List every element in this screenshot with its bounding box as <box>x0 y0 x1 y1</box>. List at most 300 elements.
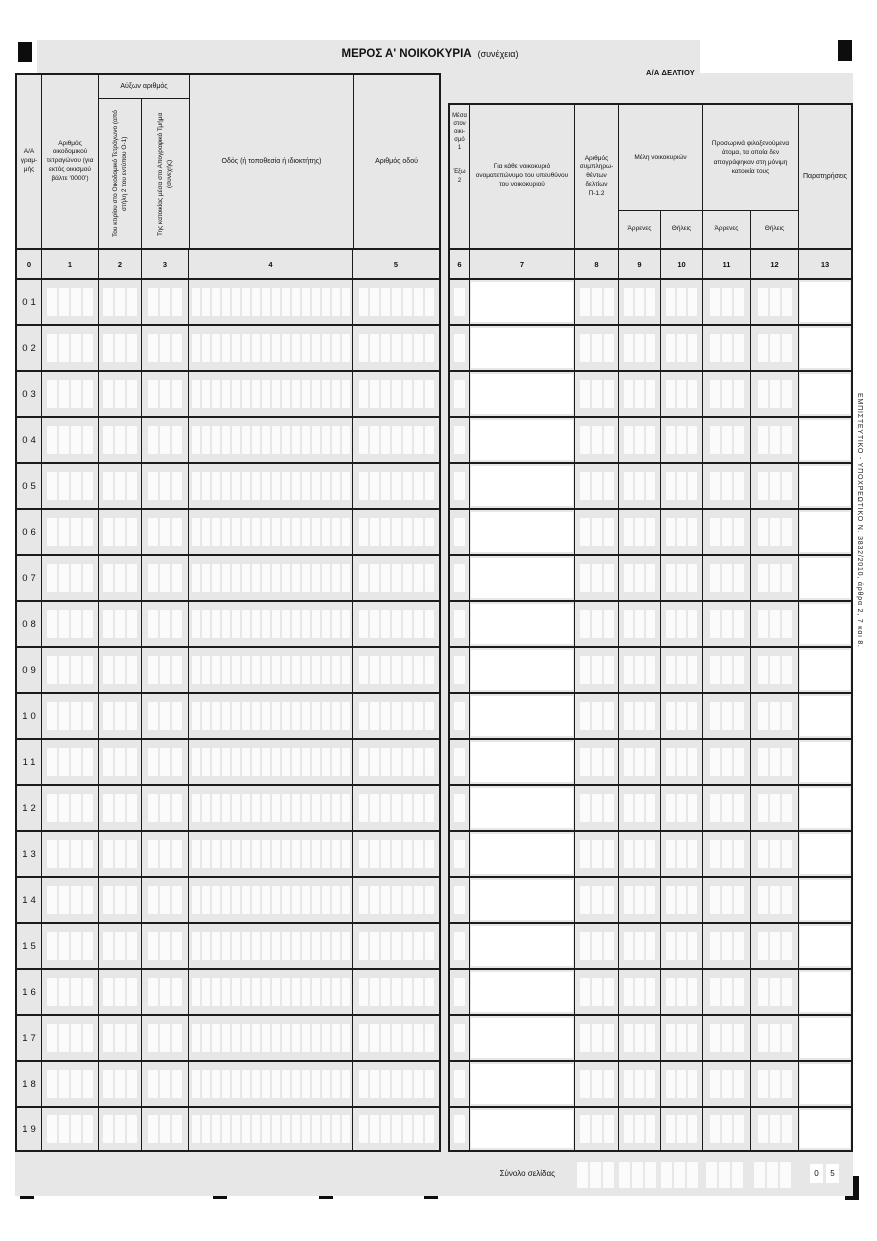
input-box-members-male <box>624 840 633 868</box>
cell-members-female <box>661 1062 703 1106</box>
input-box-building-serial <box>127 702 137 730</box>
box-group-street-no <box>353 694 439 738</box>
box-group-guests-male <box>703 1062 750 1106</box>
cell-dwelling-serial <box>142 786 189 830</box>
input-box-forms-count <box>592 656 602 684</box>
input-box-guests-male <box>722 1070 732 1098</box>
input-box-street <box>212 288 220 316</box>
input-box-street-no <box>392 794 401 822</box>
input-box-guests-female <box>758 610 768 638</box>
input-box-street-no <box>403 794 412 822</box>
input-box-members-female <box>688 978 697 1006</box>
header-block-no-label: Αριθμός οικοδομικού τετραγώνου (για εκτός οικισμού βάλτε '0000') <box>46 139 94 182</box>
table-row <box>15 922 853 968</box>
cell-building-serial <box>99 1108 142 1150</box>
cell-building-serial <box>99 648 142 692</box>
box-group-guests-male <box>703 832 750 876</box>
input-box-guests-male <box>710 886 720 914</box>
input-box-street-no <box>414 794 423 822</box>
box-group-members-female <box>661 694 702 738</box>
input-box-members-female <box>688 380 697 408</box>
cell-members-female <box>661 970 703 1014</box>
input-box-block-no <box>59 932 69 960</box>
box-group-forms-count <box>575 1108 618 1150</box>
table-row <box>15 646 853 692</box>
input-box-guests-male <box>710 610 720 638</box>
input-box-dwelling-serial <box>160 932 170 960</box>
input-box-street <box>252 564 260 592</box>
box-group-guests-male <box>703 326 750 370</box>
input-box-block-no <box>59 564 69 592</box>
input-box-street <box>342 334 350 362</box>
row-number: 18 <box>17 1062 42 1106</box>
input-box-members-female <box>677 932 686 960</box>
column-number-7: 7 <box>470 250 575 278</box>
input-box-street <box>282 840 290 868</box>
box-group-block-no <box>42 694 98 738</box>
input-box-street <box>322 1115 330 1143</box>
box-group-street <box>189 1108 352 1150</box>
box-group-street <box>189 970 352 1014</box>
input-box-guests-female <box>770 564 780 592</box>
confidential-note: ΕΜΠΙΣΤΕΥΤΙΚΟ - ΥΠΟΧΡΕΩΤΙΚΟ Ν. 3832/2010, άρθρα 2, 7 και 8. <box>856 393 863 648</box>
input-box-street-no <box>359 978 368 1006</box>
input-box-forms-count <box>604 472 614 500</box>
input-box-street <box>242 288 250 316</box>
cell-forms-count <box>575 556 619 600</box>
input-box-members-female <box>688 932 697 960</box>
box-group-building-serial <box>99 924 141 968</box>
input-box-forms-count <box>580 564 590 592</box>
input-box-street <box>202 978 210 1006</box>
input-box-street <box>272 702 280 730</box>
input-box-block-no <box>71 1070 81 1098</box>
input-box-street <box>202 380 210 408</box>
input-box-guests-female <box>782 840 792 868</box>
header-forms-count-label: Αριθμός συμπληρω-θέντων δελτίων Π-1.2 <box>579 154 614 197</box>
input-box-street-no <box>370 748 379 776</box>
input-box-members-female <box>666 932 675 960</box>
input-box-street-no <box>381 564 390 592</box>
cell-guests-male <box>703 280 751 324</box>
column-number-12: 12 <box>751 250 799 278</box>
input-box-forms-count <box>592 380 602 408</box>
cell-building-serial <box>99 924 142 968</box>
input-box-street <box>302 748 310 776</box>
input-box-street-no <box>392 472 401 500</box>
input-box-street <box>212 472 220 500</box>
input-box-street <box>232 886 240 914</box>
input-box-street <box>292 748 300 776</box>
field-head-name <box>471 696 573 736</box>
cell-building-serial <box>99 602 142 646</box>
header-serial-number-label: Αύξων αριθμός <box>120 83 168 90</box>
column-number-13: 13 <box>820 259 830 269</box>
input-box-block-no <box>59 886 69 914</box>
box-group-street <box>189 786 352 830</box>
input-box-guests-female <box>782 426 792 454</box>
cell-building-serial <box>99 1062 142 1106</box>
input-box-members-female <box>677 426 686 454</box>
input-box-street <box>272 932 280 960</box>
box-group-guests-female <box>751 878 798 922</box>
input-box-block-no <box>47 564 57 592</box>
box-group-block-no <box>42 740 98 784</box>
cell-forms-count <box>575 924 619 968</box>
input-box-street-no <box>392 518 401 546</box>
input-box-members-male <box>635 564 644 592</box>
box-group-street-no <box>353 878 439 922</box>
field-head-name <box>471 880 573 920</box>
cell-guests-female <box>751 1108 799 1150</box>
input-box-street <box>322 564 330 592</box>
box-group-forms-count <box>575 1016 618 1060</box>
input-box-guests-female <box>782 564 792 592</box>
input-box-guests-female <box>782 610 792 638</box>
input-box-street <box>192 932 200 960</box>
field-head-name <box>471 1018 573 1058</box>
input-box-street <box>222 978 230 1006</box>
box-group-street <box>189 602 352 646</box>
box-group-dwelling-serial <box>142 464 188 508</box>
input-box-building-serial <box>115 794 125 822</box>
input-box-street-no <box>425 472 434 500</box>
input-box-street-no <box>403 886 412 914</box>
input-box-guests-male <box>722 472 732 500</box>
input-box-forms-count <box>604 1070 614 1098</box>
input-box-members-male <box>646 656 655 684</box>
input-box-building-serial <box>115 1070 125 1098</box>
input-box-street-no <box>381 610 390 638</box>
input-box-dwelling-serial <box>172 1024 182 1052</box>
box-group-street <box>189 832 352 876</box>
input-box-guests-female <box>782 748 792 776</box>
header-members-female <box>661 211 702 248</box>
box-group-street <box>189 464 352 508</box>
input-box-street <box>232 656 240 684</box>
box-group-block-no <box>42 418 98 462</box>
box-group-guests-female <box>751 1016 798 1060</box>
box-group-street <box>189 326 352 370</box>
input-box-street <box>252 840 260 868</box>
input-box-street <box>262 886 270 914</box>
input-box-street-no <box>370 1115 379 1143</box>
input-box-members-female <box>677 748 686 776</box>
input-box-street <box>262 610 270 638</box>
box-group-block-no <box>42 464 98 508</box>
input-box-members-female <box>677 472 686 500</box>
input-box-street <box>302 840 310 868</box>
box-group-street <box>189 1016 352 1060</box>
cell-guests-male <box>703 786 751 830</box>
cell-forms-count <box>575 694 619 738</box>
deltio-serial-label: Α/Α ΔΕΛΤΙΟΥ <box>646 68 695 77</box>
box-group-building-serial <box>99 326 141 370</box>
input-box-street <box>282 886 290 914</box>
input-box-street <box>232 380 240 408</box>
box-group-members-male <box>619 1016 660 1060</box>
box-group-members-male <box>619 648 660 692</box>
cell-head-name <box>470 326 575 370</box>
input-box-street <box>332 1070 340 1098</box>
input-box-members-female <box>666 1024 675 1052</box>
input-box-street <box>242 518 250 546</box>
column-number-2: 2 <box>99 250 142 278</box>
input-box-guests-male <box>710 794 720 822</box>
input-box-street <box>282 288 290 316</box>
input-box-guests-male <box>734 840 744 868</box>
input-box-building-serial <box>127 380 137 408</box>
input-box-street-no <box>381 840 390 868</box>
box-group-guests-male <box>703 510 750 554</box>
cell-guests-male <box>703 464 751 508</box>
box-group-members-female <box>661 510 702 554</box>
input-box-block-no <box>71 518 81 546</box>
box-group-members-male <box>619 832 660 876</box>
table-row <box>15 416 853 462</box>
cell-dwelling-serial <box>142 648 189 692</box>
box-group-in-settlement <box>450 602 469 646</box>
input-box-building-serial <box>103 426 113 454</box>
input-box-street-no <box>370 978 379 1006</box>
input-box-forms-count <box>592 978 602 1006</box>
input-box-forms-count <box>580 702 590 730</box>
input-box-forms-count <box>592 840 602 868</box>
input-box-street <box>282 1070 290 1098</box>
input-box-street-no <box>370 426 379 454</box>
input-box-members-female <box>677 1024 686 1052</box>
box-group-building-serial <box>99 280 141 324</box>
cell-head-name <box>470 924 575 968</box>
input-box-street <box>312 288 320 316</box>
box-group-members-female <box>661 556 702 600</box>
cell-guests-male <box>703 602 751 646</box>
box-group-members-male <box>619 556 660 600</box>
input-box-guests-female <box>770 840 780 868</box>
input-box-guests-female <box>770 610 780 638</box>
input-box-members-female <box>688 1070 697 1098</box>
input-box-forms-count <box>580 1070 590 1098</box>
input-box-street <box>232 978 240 1006</box>
field-remarks <box>800 742 850 782</box>
row-number: 19 <box>17 1108 42 1150</box>
input-box-building-serial <box>127 1070 137 1098</box>
cell-street-no <box>353 1108 439 1150</box>
input-box-guests-female <box>770 656 780 684</box>
input-box-street-no <box>425 288 434 316</box>
input-box-members-female <box>666 1070 675 1098</box>
cell-street-no <box>353 510 439 554</box>
input-box-street-no <box>381 978 390 1006</box>
input-box-street <box>282 794 290 822</box>
box-group-in-settlement <box>450 556 469 600</box>
cell-members-male <box>619 556 661 600</box>
input-box-guests-male <box>734 1115 744 1143</box>
input-box-members-female <box>666 702 675 730</box>
input-box-members-female <box>666 564 675 592</box>
cell-in-settlement <box>450 786 470 830</box>
input-box-guests-male <box>710 518 720 546</box>
cell-forms-count <box>575 1062 619 1106</box>
input-box-guests-male <box>710 288 720 316</box>
input-box-block-no <box>47 1115 57 1143</box>
box-group-guests-female <box>751 326 798 370</box>
cell-in-settlement <box>450 970 470 1014</box>
input-box-street <box>282 1024 290 1052</box>
input-box-building-serial <box>115 886 125 914</box>
input-box-street <box>252 932 260 960</box>
input-box-guests-female <box>758 794 768 822</box>
input-box-dwelling-serial <box>148 886 158 914</box>
total-input-box <box>780 1162 791 1188</box>
box-group-block-no <box>42 1062 98 1106</box>
input-box-street <box>192 1024 200 1052</box>
column-number-1: 1 <box>42 250 99 278</box>
input-box-street-no <box>414 288 423 316</box>
input-box-street-no <box>381 288 390 316</box>
input-box-building-serial <box>127 1115 137 1143</box>
input-box-street <box>222 702 230 730</box>
input-box-members-male <box>624 610 633 638</box>
header-guests-band <box>703 105 798 210</box>
input-box-street-no <box>414 472 423 500</box>
input-box-street <box>242 656 250 684</box>
box-group-building-serial <box>99 1108 141 1150</box>
total-input-box <box>619 1162 630 1188</box>
input-box-street <box>332 702 340 730</box>
input-box-dwelling-serial <box>160 610 170 638</box>
cell-members-female <box>661 740 703 784</box>
input-box-street <box>202 794 210 822</box>
cell-head-name <box>470 280 575 324</box>
input-box-guests-female <box>758 978 768 1006</box>
field-remarks <box>800 972 850 1012</box>
cell-head-name <box>470 464 575 508</box>
input-box-street <box>232 288 240 316</box>
box-group-dwelling-serial <box>142 372 188 416</box>
input-box-street-no <box>370 794 379 822</box>
field-head-name <box>471 374 573 414</box>
cell-guests-female <box>751 418 799 462</box>
total-box-group <box>661 1162 698 1188</box>
input-box-guests-female <box>758 380 768 408</box>
cell-guests-male <box>703 1016 751 1060</box>
input-box-street <box>302 656 310 684</box>
input-box-street-no <box>425 518 434 546</box>
cell-in-settlement <box>450 1108 470 1150</box>
input-box-street <box>342 288 350 316</box>
box-group-street-no <box>353 602 439 646</box>
input-box-members-male <box>624 886 633 914</box>
input-box-block-no <box>71 1115 81 1143</box>
input-box-building-serial <box>115 610 125 638</box>
input-box-street-no <box>381 702 390 730</box>
column-number-11: 11 <box>703 250 751 278</box>
input-box-street <box>192 840 200 868</box>
input-box-street <box>222 1024 230 1052</box>
input-box-street <box>252 1115 260 1143</box>
input-box-members-male <box>646 978 655 1006</box>
input-box-dwelling-serial <box>148 288 158 316</box>
box-group-forms-count <box>575 878 618 922</box>
input-box-dwelling-serial <box>148 610 158 638</box>
cell-street-no <box>353 1062 439 1106</box>
input-box-in-settlement <box>454 748 465 776</box>
input-box-street <box>232 472 240 500</box>
box-group-guests-male <box>703 418 750 462</box>
input-box-street-no <box>414 334 423 362</box>
box-group-members-female <box>661 786 702 830</box>
input-box-street <box>332 334 340 362</box>
box-group-members-male <box>619 464 660 508</box>
box-group-guests-male <box>703 970 750 1014</box>
total-box-group <box>706 1162 743 1188</box>
input-box-street <box>192 886 200 914</box>
input-box-street-no <box>381 932 390 960</box>
input-box-street-no <box>370 380 379 408</box>
box-group-dwelling-serial <box>142 694 188 738</box>
input-box-street <box>282 932 290 960</box>
box-group-in-settlement <box>450 648 469 692</box>
cell-head-name <box>470 510 575 554</box>
column-number-0: 0 <box>17 250 42 278</box>
input-box-street-no <box>414 886 423 914</box>
box-group-dwelling-serial <box>142 1016 188 1060</box>
input-box-street <box>222 564 230 592</box>
box-group-street-no <box>353 280 439 324</box>
box-group-street-no <box>353 1108 439 1150</box>
table-body <box>15 278 853 1152</box>
field-remarks <box>800 1018 850 1058</box>
input-box-dwelling-serial <box>148 564 158 592</box>
input-box-guests-male <box>710 702 720 730</box>
input-box-block-no <box>47 656 57 684</box>
input-box-street <box>222 1070 230 1098</box>
input-box-in-settlement <box>454 426 465 454</box>
input-box-in-settlement <box>454 1024 465 1052</box>
input-box-members-male <box>646 794 655 822</box>
input-box-block-no <box>59 1115 69 1143</box>
input-box-street <box>212 702 220 730</box>
cell-street <box>189 694 353 738</box>
input-box-block-no <box>59 518 69 546</box>
input-box-guests-female <box>782 518 792 546</box>
box-group-block-no <box>42 970 98 1014</box>
input-box-guests-male <box>710 1115 720 1143</box>
cell-dwelling-serial <box>142 510 189 554</box>
cell-block-no <box>42 418 99 462</box>
input-box-street-no <box>392 748 401 776</box>
box-group-block-no <box>42 326 98 370</box>
field-head-name <box>471 972 573 1012</box>
input-box-block-no <box>71 794 81 822</box>
input-box-street <box>202 656 210 684</box>
input-box-building-serial <box>103 288 113 316</box>
input-box-forms-count <box>592 794 602 822</box>
input-box-street <box>312 564 320 592</box>
row-number: 14 <box>17 878 42 922</box>
total-box-group <box>619 1162 656 1188</box>
input-box-block-no <box>71 886 81 914</box>
total-box-group <box>577 1162 614 1188</box>
input-box-guests-male <box>722 978 732 1006</box>
input-box-in-settlement <box>454 518 465 546</box>
cell-head-name <box>470 878 575 922</box>
header-remarks <box>799 105 851 248</box>
box-group-guests-male <box>703 602 750 646</box>
cell-street <box>189 740 353 784</box>
box-group-street <box>189 648 352 692</box>
